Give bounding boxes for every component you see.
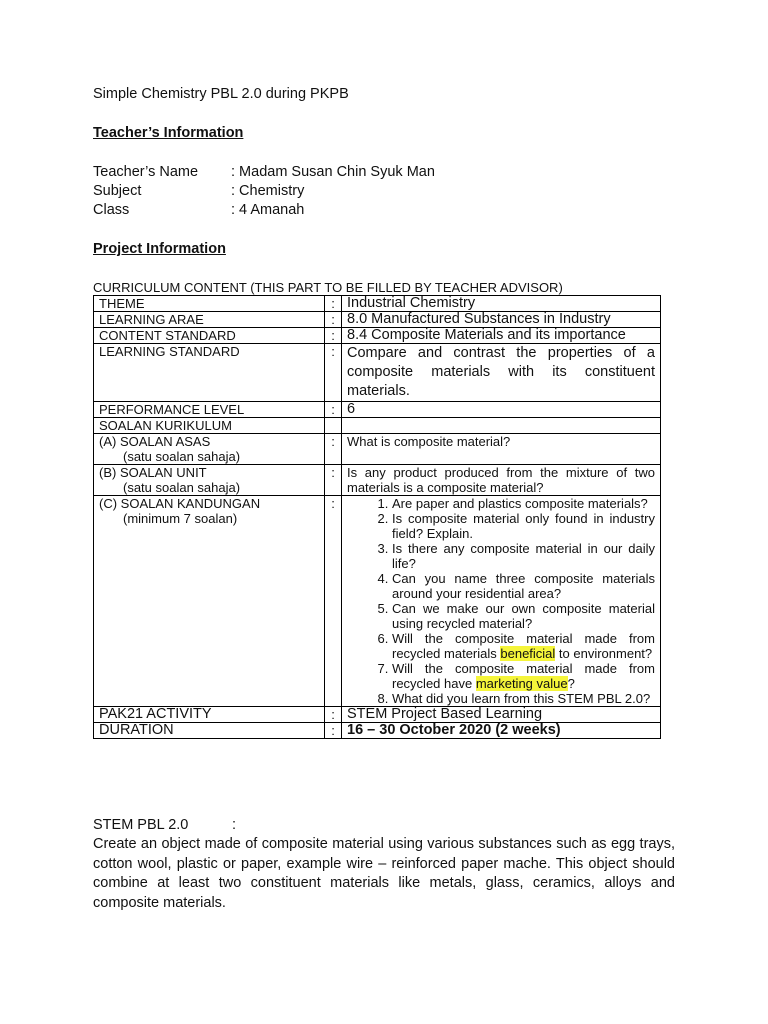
question-item-4: 4. Can you name three composite materials around your residential area? <box>392 571 655 601</box>
content-standard-sep: : <box>325 328 342 344</box>
pak21-sep: : <box>325 707 342 723</box>
learning-area-sep: : <box>325 312 342 328</box>
table-row-soalan-kurikulum <box>94 418 661 434</box>
content-standard-value: 8.4 Composite Materials and its importance <box>342 328 661 344</box>
question-item-2: 2. Is composite material only found in industry field? Explain. <box>392 511 655 541</box>
soalan-kandungan-sub: (minimum 7 soalan) <box>123 511 238 526</box>
soalan-asas-sub: (satu soalan sahaja) <box>123 449 241 464</box>
question-item-8: 8. What did you learn from this STEM PBL 2.0? <box>392 691 655 706</box>
table-row-soalan-unit <box>94 465 661 496</box>
stem-pbl-description: Create an object made of composite material using various substances such as egg trays, cotton wool, plastic or paper, example wire – reinforced paper mache. This object should combine at least two constituent materials like metals, glass, ceramics, alloys and composite materials. <box>93 836 675 911</box>
pak21-label: PAK21 ACTIVITY <box>94 707 325 723</box>
question-item-6 <box>392 631 655 661</box>
question-item-5: 5. Can we make our own composite material using recycled material? <box>392 601 655 631</box>
question-7-text-after: ? <box>567 676 575 691</box>
soalan-asas-cell <box>94 434 325 465</box>
soalan-unit-value: Is any product produced from the mixture of two materials is a composite material? <box>342 465 661 496</box>
pak21-value: STEM Project Based Learning <box>342 707 661 723</box>
content-questions-list <box>347 496 655 706</box>
question-6-highlight: beneficial <box>500 646 556 661</box>
question-7-highlight: marketing value <box>475 676 568 691</box>
soalan-asas-value: What is composite material? <box>342 434 661 465</box>
theme-sep: : <box>325 296 342 312</box>
subject-row <box>93 183 304 199</box>
table-row-performance-level <box>94 402 661 418</box>
soalan-kurikulum-sep <box>325 418 342 434</box>
soalan-kandungan-label: (C) SOALAN KANDUNGAN <box>99 496 261 511</box>
teacher-info-heading: Teacher’s Information <box>93 125 244 141</box>
learning-area-value: 8.0 Manufactured Substances in Industry <box>342 312 661 328</box>
soalan-kurikulum-value <box>342 418 661 434</box>
duration-value: 16 – 30 October 2020 (2 weeks) <box>342 723 661 739</box>
teacher-name-value: : Madam Susan Chin Syuk Man <box>231 164 435 180</box>
duration-label: DURATION <box>94 723 325 739</box>
performance-level-label: PERFORMANCE LEVEL <box>94 402 325 418</box>
soalan-kandungan-questions-cell <box>342 496 661 707</box>
subject-value: : Chemistry <box>231 183 305 199</box>
table-row-learning-area <box>94 312 661 328</box>
stem-pbl-label: STEM PBL 2.0 <box>93 817 189 833</box>
learning-standard-label: LEARNING STANDARD <box>94 344 325 402</box>
learning-standard-value: Compare and contrast the properties of a composite materials with its constituent materials. <box>342 344 661 402</box>
soalan-asas-sep: : <box>325 434 342 465</box>
table-row-pak21 <box>94 707 661 723</box>
question-6-text-after: to environment? <box>555 646 653 661</box>
soalan-unit-sub: (satu soalan sahaja) <box>123 480 241 495</box>
table-row-duration <box>94 723 661 739</box>
document-title: Simple Chemistry PBL 2.0 during PKPB <box>93 86 349 102</box>
soalan-asas-label: (A) SOALAN ASAS <box>99 434 211 449</box>
teacher-name-label: Teacher’s Name <box>93 164 199 180</box>
question-item-3: 3. Is there any composite material in our daily life? <box>392 541 655 571</box>
learning-area-label: LEARNING ARAE <box>94 312 325 328</box>
duration-sep: : <box>325 723 342 739</box>
class-value: : 4 Amanah <box>231 202 305 218</box>
performance-level-value: 6 <box>342 402 661 418</box>
soalan-unit-cell <box>94 465 325 496</box>
content-standard-label: CONTENT STANDARD <box>94 328 325 344</box>
question-item-7 <box>392 661 655 691</box>
table-row-content-standard <box>94 328 661 344</box>
table-row-soalan-kandungan <box>94 496 661 707</box>
teacher-name-row <box>93 164 435 180</box>
subject-label: Subject <box>93 183 142 199</box>
question-7-text-before: Will the composite material made from recycled have <box>392 661 655 691</box>
learning-standard-sep: : <box>325 344 342 402</box>
curriculum-table <box>93 295 661 739</box>
project-info-heading: Project Information <box>93 241 226 257</box>
stem-pbl-sep: : <box>232 817 237 833</box>
soalan-unit-label: (B) SOALAN UNIT <box>99 465 207 480</box>
performance-level-sep: : <box>325 402 342 418</box>
stem-pbl-label-row <box>93 817 237 833</box>
curriculum-caption: CURRICULUM CONTENT (THIS PART TO BE FILLED BY TEACHER ADVISOR) <box>93 280 563 295</box>
class-label: Class <box>93 202 130 218</box>
table-row-learning-standard <box>94 344 661 402</box>
question-item-1: 1. Are paper and plastics composite materials? <box>392 496 655 511</box>
table-row-theme <box>94 296 661 312</box>
soalan-kurikulum-label: SOALAN KURIKULUM <box>94 418 325 434</box>
theme-label: THEME <box>94 296 325 312</box>
soalan-kandungan-cell <box>94 496 325 707</box>
soalan-kandungan-sep: : <box>325 496 342 707</box>
table-row-soalan-asas <box>94 434 661 465</box>
soalan-unit-sep: : <box>325 465 342 496</box>
class-row <box>93 202 304 218</box>
question-6-text-before: Will the composite material made from recycled materials <box>392 631 655 661</box>
theme-value: Industrial Chemistry <box>342 296 661 312</box>
